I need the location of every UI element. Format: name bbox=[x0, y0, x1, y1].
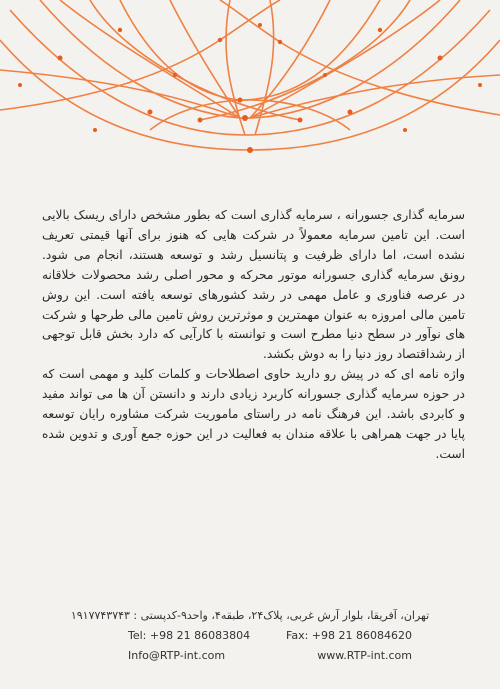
address: تهران، آفریقا، بلوار آرش غربی، پلاک۲۴، طبقه۴، واحد۹-کدپستی : ۱۹۱۷۷۴۳۷۴۳ bbox=[70, 609, 430, 622]
fax-number: Fax: +98 21 86084620 bbox=[286, 629, 412, 642]
tel-number: Tel: +98 21 86083804 bbox=[128, 629, 251, 642]
web-row bbox=[70, 646, 430, 666]
body-text bbox=[42, 206, 465, 465]
phone-row bbox=[70, 626, 430, 646]
paragraph-intro: سرمایه گذاری جسورانه ، سرمایه گذاری است که بطور مشخص دارای ریسک بالایی است. این تامین سرمایه معمولاً در شرکت هایی که هنوز برای آنها قیمتی تعریف نشده است، اما دارای ظرفیت و پتانسیل رشد و توسعه هستند، انجام می شود. رونق سرمایه گذاری جسورانه موتور محرکه و محور اصلی رشد محصولات خلاقانه در عرصه فناوری و عامل مهمی در رشد کشورهای توسعه یافته است. این روش تامین مالی امروزه به عنوان مهمترین و موثرترین روش تامین مالی طرحها و شرکت های نوآور در سطح دنیا مطرح است و توانسته با کارآیی که دارد بخش قابل توجهی از رشداقتصاد روز دنیا را به دوش بکشد. bbox=[42, 208, 465, 362]
orange-network-graphic bbox=[0, 0, 500, 170]
website-link[interactable]: www.RTP-int.com bbox=[317, 649, 412, 662]
paragraph-glossary: واژه نامه ای که در پیش رو دارید حاوی اصطلاحات و کلمات کلید و مهمی است که در حوزه سرمایه گذاری جسورانه کاربرد زیادی دارند و دانستن آن ها می تواند مفید و کابردی باشد. این فرهنگ نامه در راستای ماموریت شرکت مشاوره رایان توسعه پایا در جهت همراهی با علاقه مندان به فعالیت در این حوزه جمع آوری و تدوین شده است. bbox=[42, 367, 465, 461]
email-link[interactable]: Info@RTP-int.com bbox=[128, 649, 226, 662]
contact-block bbox=[70, 606, 430, 666]
